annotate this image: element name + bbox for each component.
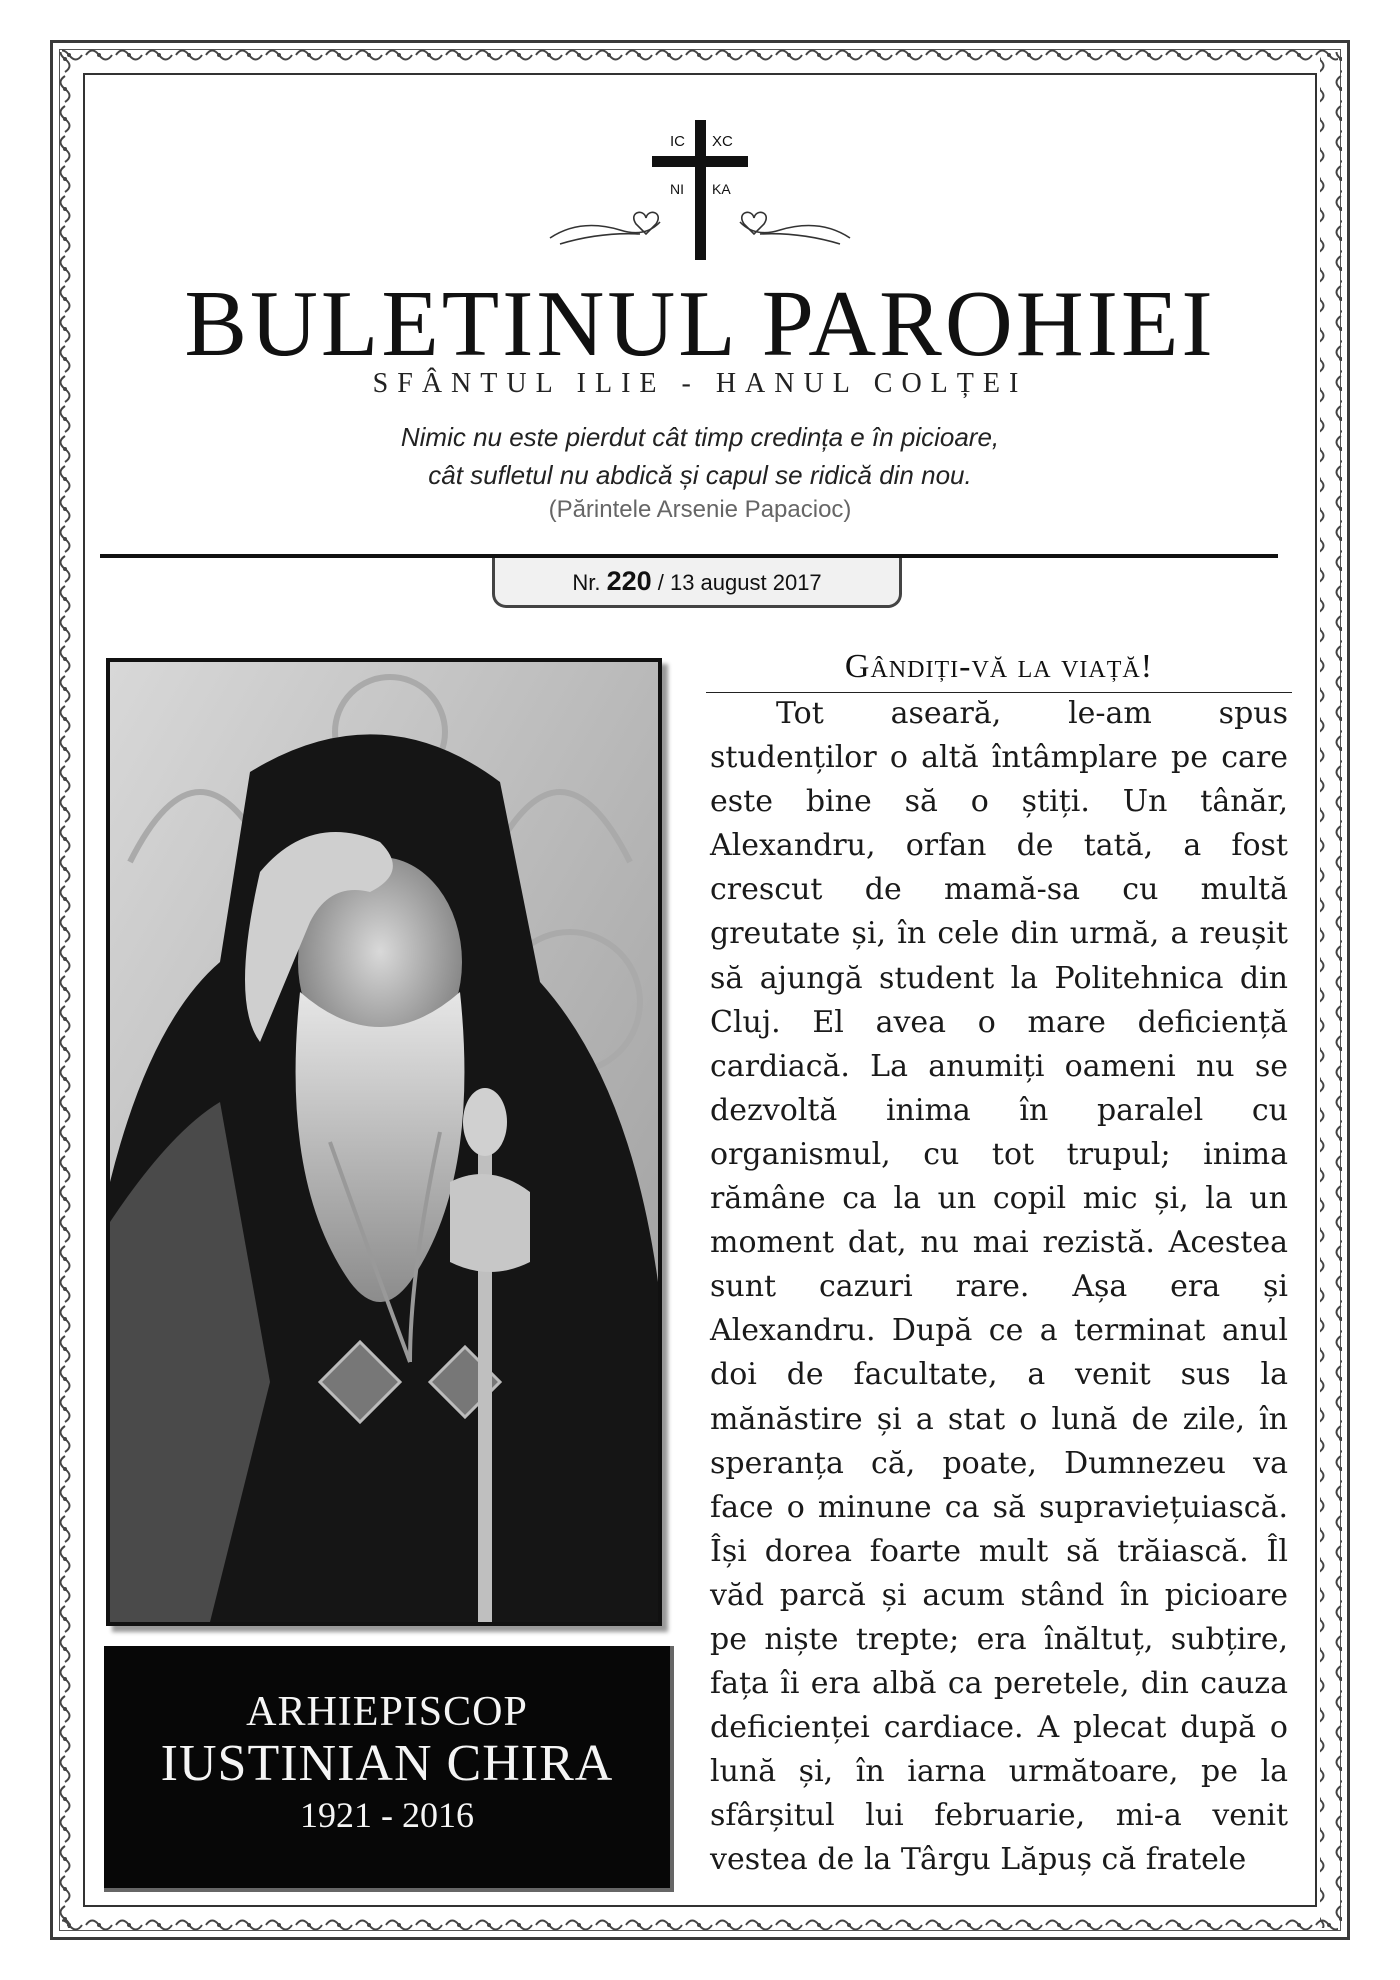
cross-with-hearts-ornament [540,110,860,270]
issue-number: 220 [606,566,652,596]
masthead-subtitle: SFÂNTUL ILIE - HANUL COLȚEI [372,368,1028,399]
issue-prefix: Nr. [572,570,601,595]
cross-letter-xc: XC [712,133,733,150]
quote-line: Nimic nu este pierdut cât timp credința e în picioare, [400,422,1000,452]
portrait-caption-box [104,1646,674,1892]
quote-author: (Părintele Arsenie Papacioc) [548,496,852,523]
caption-years: 1921 - 2016 [300,1795,474,1835]
header-quote [0,418,1400,494]
masthead-title: BULETINUL PAROHIEI [184,272,1216,376]
article-body: Tot aseară, le-am spus studenților o altă întâmplare pe care este bine să o știți. Un tânăr, Alexandru, orfan de tată, a fost crescut de mamă-sa cu multă greutate și, în cele din urmă, a reușit să ajungă student la Politehnica din Cluj. El avea o mare deficiență cardiacă. La anumiți oameni nu se dezvoltă inima în paralel cu organismul, cu tot trupul; inima rămâne ca la un copil mic și, la un moment dat, nu mai rezistă. Acestea sunt cazuri rare. Așa era și Alexandru. După ce a terminat anul doi de facultate, a venit sus la mănăstire și a stat o lună de zile, în speranța că, poate, Dumnezeu va face o minune ca să supraviețuiască. Își dorea foarte mult să trăiască. Îl văd parcă și acum stând în picioare pe niște trepte; era înăltuț, subțire, fața îi era albă ca peretele, din cauza deficienței cardiace. A plecat după o lună și, în iarna următoare, pe la sfârșitul lui februarie, mi-a venit vestea de la Târgu Lăpuș că fratele [710,696,1288,1878]
article-title: Gândiți-vă la viață! [844,648,1154,685]
quote-line: cât sufletul nu abdică și capul se ridică din nou. [428,460,972,490]
caption-name: IUSTINIAN CHIRA [160,1735,614,1792]
cross-letter-ic: IC [670,133,685,150]
cross-letter-ka: KA [712,181,731,197]
issue-date: / 13 august 2017 [657,570,822,595]
issue-info-tab [492,558,902,608]
portrait-illustration [110,662,658,1622]
caption-title: ARHIEPISCOP [246,1689,528,1735]
cross-letter-ni: NI [670,181,684,197]
archbishop-portrait-photo [106,658,662,1626]
